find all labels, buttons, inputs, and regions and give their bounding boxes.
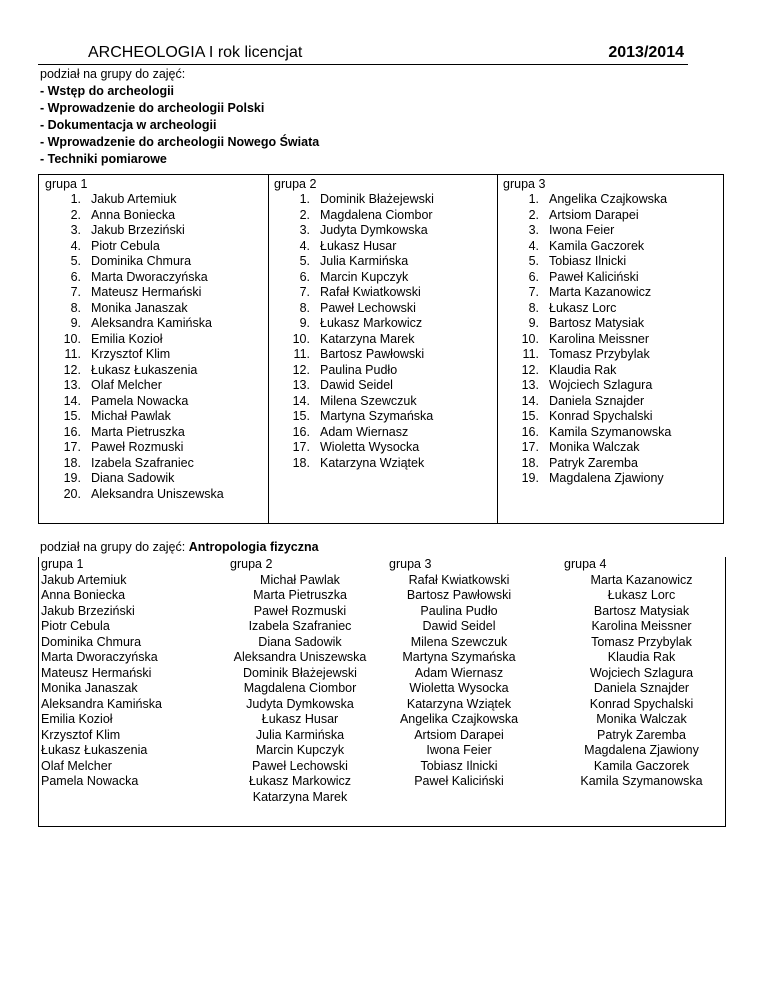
list-item-number: 15. xyxy=(292,409,310,423)
list-item xyxy=(39,254,268,270)
list-item xyxy=(497,471,723,487)
member-name: Martyna Szymańska xyxy=(402,650,516,664)
list-item xyxy=(268,363,497,379)
list-item xyxy=(268,378,497,394)
group-heading: grupa 1 xyxy=(41,557,84,571)
list-item-number: 17. xyxy=(292,440,310,454)
member-name: Dominik Błażejewski xyxy=(320,192,434,206)
list-item-number: 15. xyxy=(63,409,81,423)
member-name: Tobiasz Ilnicki xyxy=(420,758,498,773)
list-item xyxy=(39,378,268,394)
list-item-number: 20. xyxy=(63,486,81,501)
list-item xyxy=(497,378,723,394)
list-item xyxy=(497,425,723,441)
groups-table-anthropology xyxy=(38,557,726,827)
group-member-list xyxy=(41,573,162,790)
member-name: Anna Boniecka xyxy=(41,588,126,602)
list-item-number: 18. xyxy=(292,455,310,470)
group-member-list xyxy=(379,573,539,790)
list-item-number: 6. xyxy=(528,269,539,284)
course-item: - Wprowadzenie do archeologii Polski xyxy=(40,101,265,115)
member-name: Bartosz Pawłowski xyxy=(320,347,425,361)
member-name: Marta Pietruszka xyxy=(91,424,185,439)
list-item-number: 7. xyxy=(528,285,539,299)
course-list-intro xyxy=(40,66,319,168)
member-name: Paweł Rozmuski xyxy=(91,440,184,454)
group-heading: grupa 4 xyxy=(564,557,607,571)
list-item-number: 11. xyxy=(64,347,81,361)
list-item-number: 7. xyxy=(299,285,310,299)
list-item-number: 3. xyxy=(70,223,81,237)
member-name: Judyta Dymkowska xyxy=(246,696,354,711)
member-name: Artsiom Darapei xyxy=(414,727,504,742)
list-item xyxy=(268,394,497,410)
list-item xyxy=(268,239,497,255)
member-name: Paweł Kaliciński xyxy=(549,269,639,284)
list-item xyxy=(497,270,723,286)
list-item-number: 6. xyxy=(70,269,81,284)
course-item: - Techniki pomiarowe xyxy=(40,152,167,166)
member-name: Magdalena Zjawiony xyxy=(549,471,664,485)
document-header xyxy=(38,44,688,65)
member-name: Magdalena Ciombor xyxy=(243,681,357,695)
member-name: Marcin Kupczyk xyxy=(320,269,409,284)
member-name: Tomasz Przybylak xyxy=(591,634,692,649)
member-name: Katarzyna Marek xyxy=(252,789,348,804)
list-item xyxy=(268,332,497,348)
member-name: Wojciech Szlagura xyxy=(589,665,694,680)
member-name: Olaf Melcher xyxy=(41,758,112,773)
member-name: Bartosz Matysiak xyxy=(549,316,645,330)
member-name: Tomasz Przybylak xyxy=(549,347,650,361)
member-name: Marcin Kupczyk xyxy=(255,743,345,757)
member-name: Karolina Meissner xyxy=(591,619,692,633)
list-item-number: 14. xyxy=(292,393,310,408)
list-item-number: 4. xyxy=(299,238,310,253)
member-name: Dominik Błażejewski xyxy=(243,665,357,680)
member-name: Rafał Kwiatkowski xyxy=(408,572,510,587)
group-column-3 xyxy=(497,175,723,523)
list-item-number: 4. xyxy=(70,238,81,253)
list-item xyxy=(497,456,723,472)
member-name: Paulina Pudło xyxy=(420,603,498,618)
list-item xyxy=(39,301,268,317)
list-item xyxy=(268,223,497,239)
member-name: Julia Karmińska xyxy=(255,727,345,742)
list-item xyxy=(268,285,497,301)
list-item-number: 8. xyxy=(70,300,81,315)
groups-table-main xyxy=(38,174,724,524)
list-item xyxy=(268,192,497,208)
list-item-number: 17. xyxy=(63,440,81,454)
list-item-number: 13. xyxy=(292,378,310,392)
list-item-number: 13. xyxy=(521,378,539,392)
list-item xyxy=(497,363,723,379)
list-item xyxy=(39,440,268,456)
list-item-number: 12. xyxy=(292,362,310,377)
member-name: Patryk Zaremba xyxy=(549,455,638,470)
member-name: Łukasz Lorc xyxy=(607,588,676,602)
list-item-number: 14. xyxy=(521,393,539,408)
list-item xyxy=(497,239,723,255)
member-name: Karolina Meissner xyxy=(549,331,650,346)
group-heading: grupa 3 xyxy=(389,557,432,571)
list-item-number: 18. xyxy=(521,455,539,470)
list-item xyxy=(497,440,723,456)
list-item xyxy=(268,347,497,363)
list-item xyxy=(39,208,268,224)
intro-lead: podział na grupy do zajęć: xyxy=(40,67,186,81)
list-item xyxy=(497,285,723,301)
member-name: Milena Szewczuk xyxy=(410,634,508,649)
list-item xyxy=(39,347,268,363)
list-item-number: 12. xyxy=(63,362,81,377)
list-item-number: 10. xyxy=(63,331,81,346)
intro2-course: Antropologia fizyczna xyxy=(188,540,319,554)
list-item-number: 10. xyxy=(521,331,539,346)
member-name: Marta Dworaczyńska xyxy=(41,650,158,664)
list-item-number: 8. xyxy=(528,300,539,315)
list-item xyxy=(268,440,497,456)
member-name: Jakub Artemiuk xyxy=(41,572,127,587)
member-name: Michał Pawlak xyxy=(91,409,171,423)
list-item-number: 12. xyxy=(521,362,539,377)
member-name: Tobiasz Ilnicki xyxy=(549,254,627,268)
member-name: Wioletta Wysocka xyxy=(320,440,420,454)
member-name: Aleksandra Uniszewska xyxy=(91,486,224,501)
list-item-number: 2. xyxy=(528,207,539,222)
member-name: Jakub Brzeziński xyxy=(41,603,135,618)
list-item-number: 7. xyxy=(70,285,81,299)
member-name: Krzysztof Klim xyxy=(41,727,121,742)
list-item xyxy=(39,316,268,332)
list-item xyxy=(39,487,268,503)
member-name: Łukasz Markowicz xyxy=(248,774,352,788)
member-name: Katarzyna Marek xyxy=(320,331,415,346)
list-item-number: 3. xyxy=(528,223,539,237)
member-name: Kamila Gaczorek xyxy=(549,238,645,253)
course-item: - Dokumentacja w archeologii xyxy=(40,118,217,132)
list-item xyxy=(39,270,268,286)
member-name: Łukasz Lorc xyxy=(549,300,617,315)
member-name: Klaudia Rak xyxy=(607,650,676,664)
member-name: Marta Dworaczyńska xyxy=(91,269,208,284)
list-item xyxy=(497,332,723,348)
list-item xyxy=(39,425,268,441)
member-name: Patryk Zaremba xyxy=(597,727,686,742)
member-name: Dominika Chmura xyxy=(91,254,192,268)
list-item-number: 10. xyxy=(292,331,310,346)
member-name: Iwona Feier xyxy=(426,743,492,757)
course-item: - Wprowadzenie do archeologii Nowego Świata xyxy=(40,135,320,149)
list-item xyxy=(497,301,723,317)
list-item-number: 2. xyxy=(70,207,81,222)
list-item xyxy=(39,456,268,472)
member-name: Marta Pietruszka xyxy=(253,588,347,602)
list-item-number: 1. xyxy=(70,192,81,206)
member-name: Klaudia Rak xyxy=(549,362,617,377)
member-name: Judyta Dymkowska xyxy=(320,223,428,237)
member-name: Artsiom Darapei xyxy=(549,207,639,222)
list-item xyxy=(39,332,268,348)
list-item-number: 1. xyxy=(299,192,310,206)
member-name: Olaf Melcher xyxy=(91,378,162,392)
member-name: Izabela Szafraniec xyxy=(248,619,352,633)
list-item xyxy=(497,394,723,410)
member-name: Piotr Cebula xyxy=(91,238,160,253)
group-member-list xyxy=(268,192,497,471)
list-item-number: 5. xyxy=(299,254,310,268)
member-name: Mateusz Hermański xyxy=(91,285,202,299)
member-name: Magdalena Zjawiony xyxy=(584,743,699,757)
member-name: Dominika Chmura xyxy=(41,634,142,649)
member-name: Diana Sadowik xyxy=(91,471,175,485)
member-name: Paweł Lechowski xyxy=(320,300,416,315)
member-name: Łukasz Łukaszenia xyxy=(41,743,148,757)
list-item-number: 11. xyxy=(522,347,539,361)
list-item xyxy=(497,223,723,239)
list-item-number: 2. xyxy=(299,207,310,222)
group-member-list xyxy=(39,192,268,502)
member-name: Rafał Kwiatkowski xyxy=(320,285,421,299)
list-item xyxy=(497,208,723,224)
member-name: Diana Sadowik xyxy=(258,634,342,649)
list-item-number: 19. xyxy=(63,471,81,485)
list-item-number: 16. xyxy=(521,424,539,439)
list-item-number: 4. xyxy=(528,238,539,253)
group-heading: grupa 2 xyxy=(274,177,317,191)
member-name: Dawid Seidel xyxy=(320,378,393,392)
member-name: Jakub Artemiuk xyxy=(91,192,177,206)
member-name: Wojciech Szlagura xyxy=(549,378,653,392)
member-name: Piotr Cebula xyxy=(41,619,110,633)
member-name: Martyna Szymańska xyxy=(320,409,434,423)
member-name: Iwona Feier xyxy=(549,223,615,237)
member-name: Bartosz Pawłowski xyxy=(406,588,512,602)
member-name: Paulina Pudło xyxy=(320,362,398,377)
member-name: Łukasz Łukaszenia xyxy=(91,362,198,377)
member-name: Kamila Gaczorek xyxy=(593,758,690,773)
list-item xyxy=(497,254,723,270)
member-name: Monika Janaszak xyxy=(41,681,138,695)
member-name: Bartosz Matysiak xyxy=(593,603,690,618)
list-item xyxy=(497,347,723,363)
member-name: Monika Janaszak xyxy=(91,300,188,315)
list-item-number: 17. xyxy=(521,440,539,454)
member-name: Adam Wiernasz xyxy=(320,424,409,439)
list-item-number: 9. xyxy=(299,316,310,330)
list-item xyxy=(268,409,497,425)
member-name: Emilia Kozioł xyxy=(91,331,163,346)
anthropology-intro xyxy=(40,540,319,555)
list-item-number: 16. xyxy=(292,424,310,439)
list-item-number: 9. xyxy=(70,316,81,330)
list-item-number: 11. xyxy=(293,347,310,361)
member-name: Katarzyna Wziątek xyxy=(406,696,512,711)
list-item xyxy=(39,285,268,301)
member-name: Wioletta Wysocka xyxy=(409,681,509,695)
member-name: Łukasz Markowicz xyxy=(320,316,423,330)
member-name: Łukasz Husar xyxy=(261,712,339,726)
academic-year: 2013/2014 xyxy=(608,44,684,61)
list-item-number: 14. xyxy=(63,393,81,408)
member-name: Kamila Szymanowska xyxy=(580,774,703,788)
course-item: - Wstęp do archeologii xyxy=(40,84,175,98)
member-name: Pamela Nowacka xyxy=(41,774,139,788)
member-name: Monika Walczak xyxy=(596,712,687,726)
list-item xyxy=(268,316,497,332)
list-item xyxy=(39,471,268,487)
list-item xyxy=(39,192,268,208)
list-item xyxy=(39,363,268,379)
list-item-number: 19. xyxy=(521,471,539,485)
list-item-number: 6. xyxy=(299,269,310,284)
list-item xyxy=(497,316,723,332)
member-name: Paweł Lechowski xyxy=(252,758,348,773)
list-item-number: 9. xyxy=(528,316,539,330)
member-name: Izabela Szafraniec xyxy=(91,455,194,470)
member-name: Marta Kazanowicz xyxy=(590,572,693,587)
list-item-number: 5. xyxy=(528,254,539,268)
group-member-list xyxy=(220,573,380,806)
member-name: Paweł Kaliciński xyxy=(414,774,504,788)
member-name: Paweł Rozmuski xyxy=(253,603,347,618)
member-name: Mateusz Hermański xyxy=(41,665,152,680)
member-name: Łukasz Husar xyxy=(320,238,397,253)
list-item xyxy=(268,301,497,317)
member-name: Aleksandra Uniszewska xyxy=(233,650,367,664)
list-item xyxy=(268,425,497,441)
list-item xyxy=(268,456,497,472)
list-item-number: 1. xyxy=(528,192,539,206)
list-item-number: 18. xyxy=(63,455,81,470)
list-item-number: 3. xyxy=(299,223,310,237)
member-name: Pamela Nowacka xyxy=(91,393,189,408)
list-item xyxy=(268,270,497,286)
member-name: Milena Szewczuk xyxy=(320,393,417,408)
member-name: Emilia Kozioł xyxy=(41,712,113,726)
member-name: Jakub Brzeziński xyxy=(91,223,185,237)
member-name: Konrad Spychalski xyxy=(589,696,694,711)
list-item xyxy=(497,409,723,425)
group-column-1 xyxy=(39,175,269,523)
member-name: Monika Walczak xyxy=(549,440,640,454)
member-name: Anna Boniecka xyxy=(91,207,176,222)
member-name: Aleksandra Kamińska xyxy=(91,316,212,330)
member-name: Angelika Czajkowska xyxy=(399,712,519,726)
group-heading: grupa 2 xyxy=(230,557,273,571)
list-item xyxy=(39,409,268,425)
member-name: Daniela Sznajder xyxy=(549,393,645,408)
member-name: Julia Karmińska xyxy=(320,254,409,268)
list-item xyxy=(497,192,723,208)
group-heading: grupa 3 xyxy=(503,177,546,191)
member-name: Konrad Spychalski xyxy=(549,409,653,423)
member-name: Magdalena Ciombor xyxy=(320,207,433,222)
member-name: Aleksandra Kamińska xyxy=(41,696,162,711)
group-heading: grupa 1 xyxy=(45,177,88,191)
list-item-number: 5. xyxy=(70,254,81,268)
member-name: Michał Pawlak xyxy=(260,572,340,587)
intro2-lead: podział na grupy do zajęć: xyxy=(40,540,186,554)
member-name: Marta Kazanowicz xyxy=(549,285,652,299)
group-member-list xyxy=(559,573,724,790)
list-item-number: 8. xyxy=(299,300,310,315)
list-item-number: 16. xyxy=(63,424,81,439)
list-item xyxy=(39,394,268,410)
member-name: Katarzyna Wziątek xyxy=(320,455,425,470)
list-item xyxy=(268,208,497,224)
member-name: Dawid Seidel xyxy=(422,619,496,633)
list-item-number: 13. xyxy=(63,378,81,392)
list-item xyxy=(39,239,268,255)
list-item xyxy=(268,254,497,270)
member-name: Krzysztof Klim xyxy=(91,347,171,361)
document-title: ARCHEOLOGIA I rok licencjat xyxy=(88,44,303,61)
group-member-list xyxy=(497,192,723,487)
member-name: Kamila Szymanowska xyxy=(549,424,672,439)
member-name: Daniela Sznajder xyxy=(593,681,690,695)
member-name: Adam Wiernasz xyxy=(414,665,504,680)
list-item xyxy=(39,223,268,239)
list-item-number: 15. xyxy=(521,409,539,423)
group-column-2 xyxy=(268,175,498,523)
member-name: Angelika Czajkowska xyxy=(549,192,668,206)
